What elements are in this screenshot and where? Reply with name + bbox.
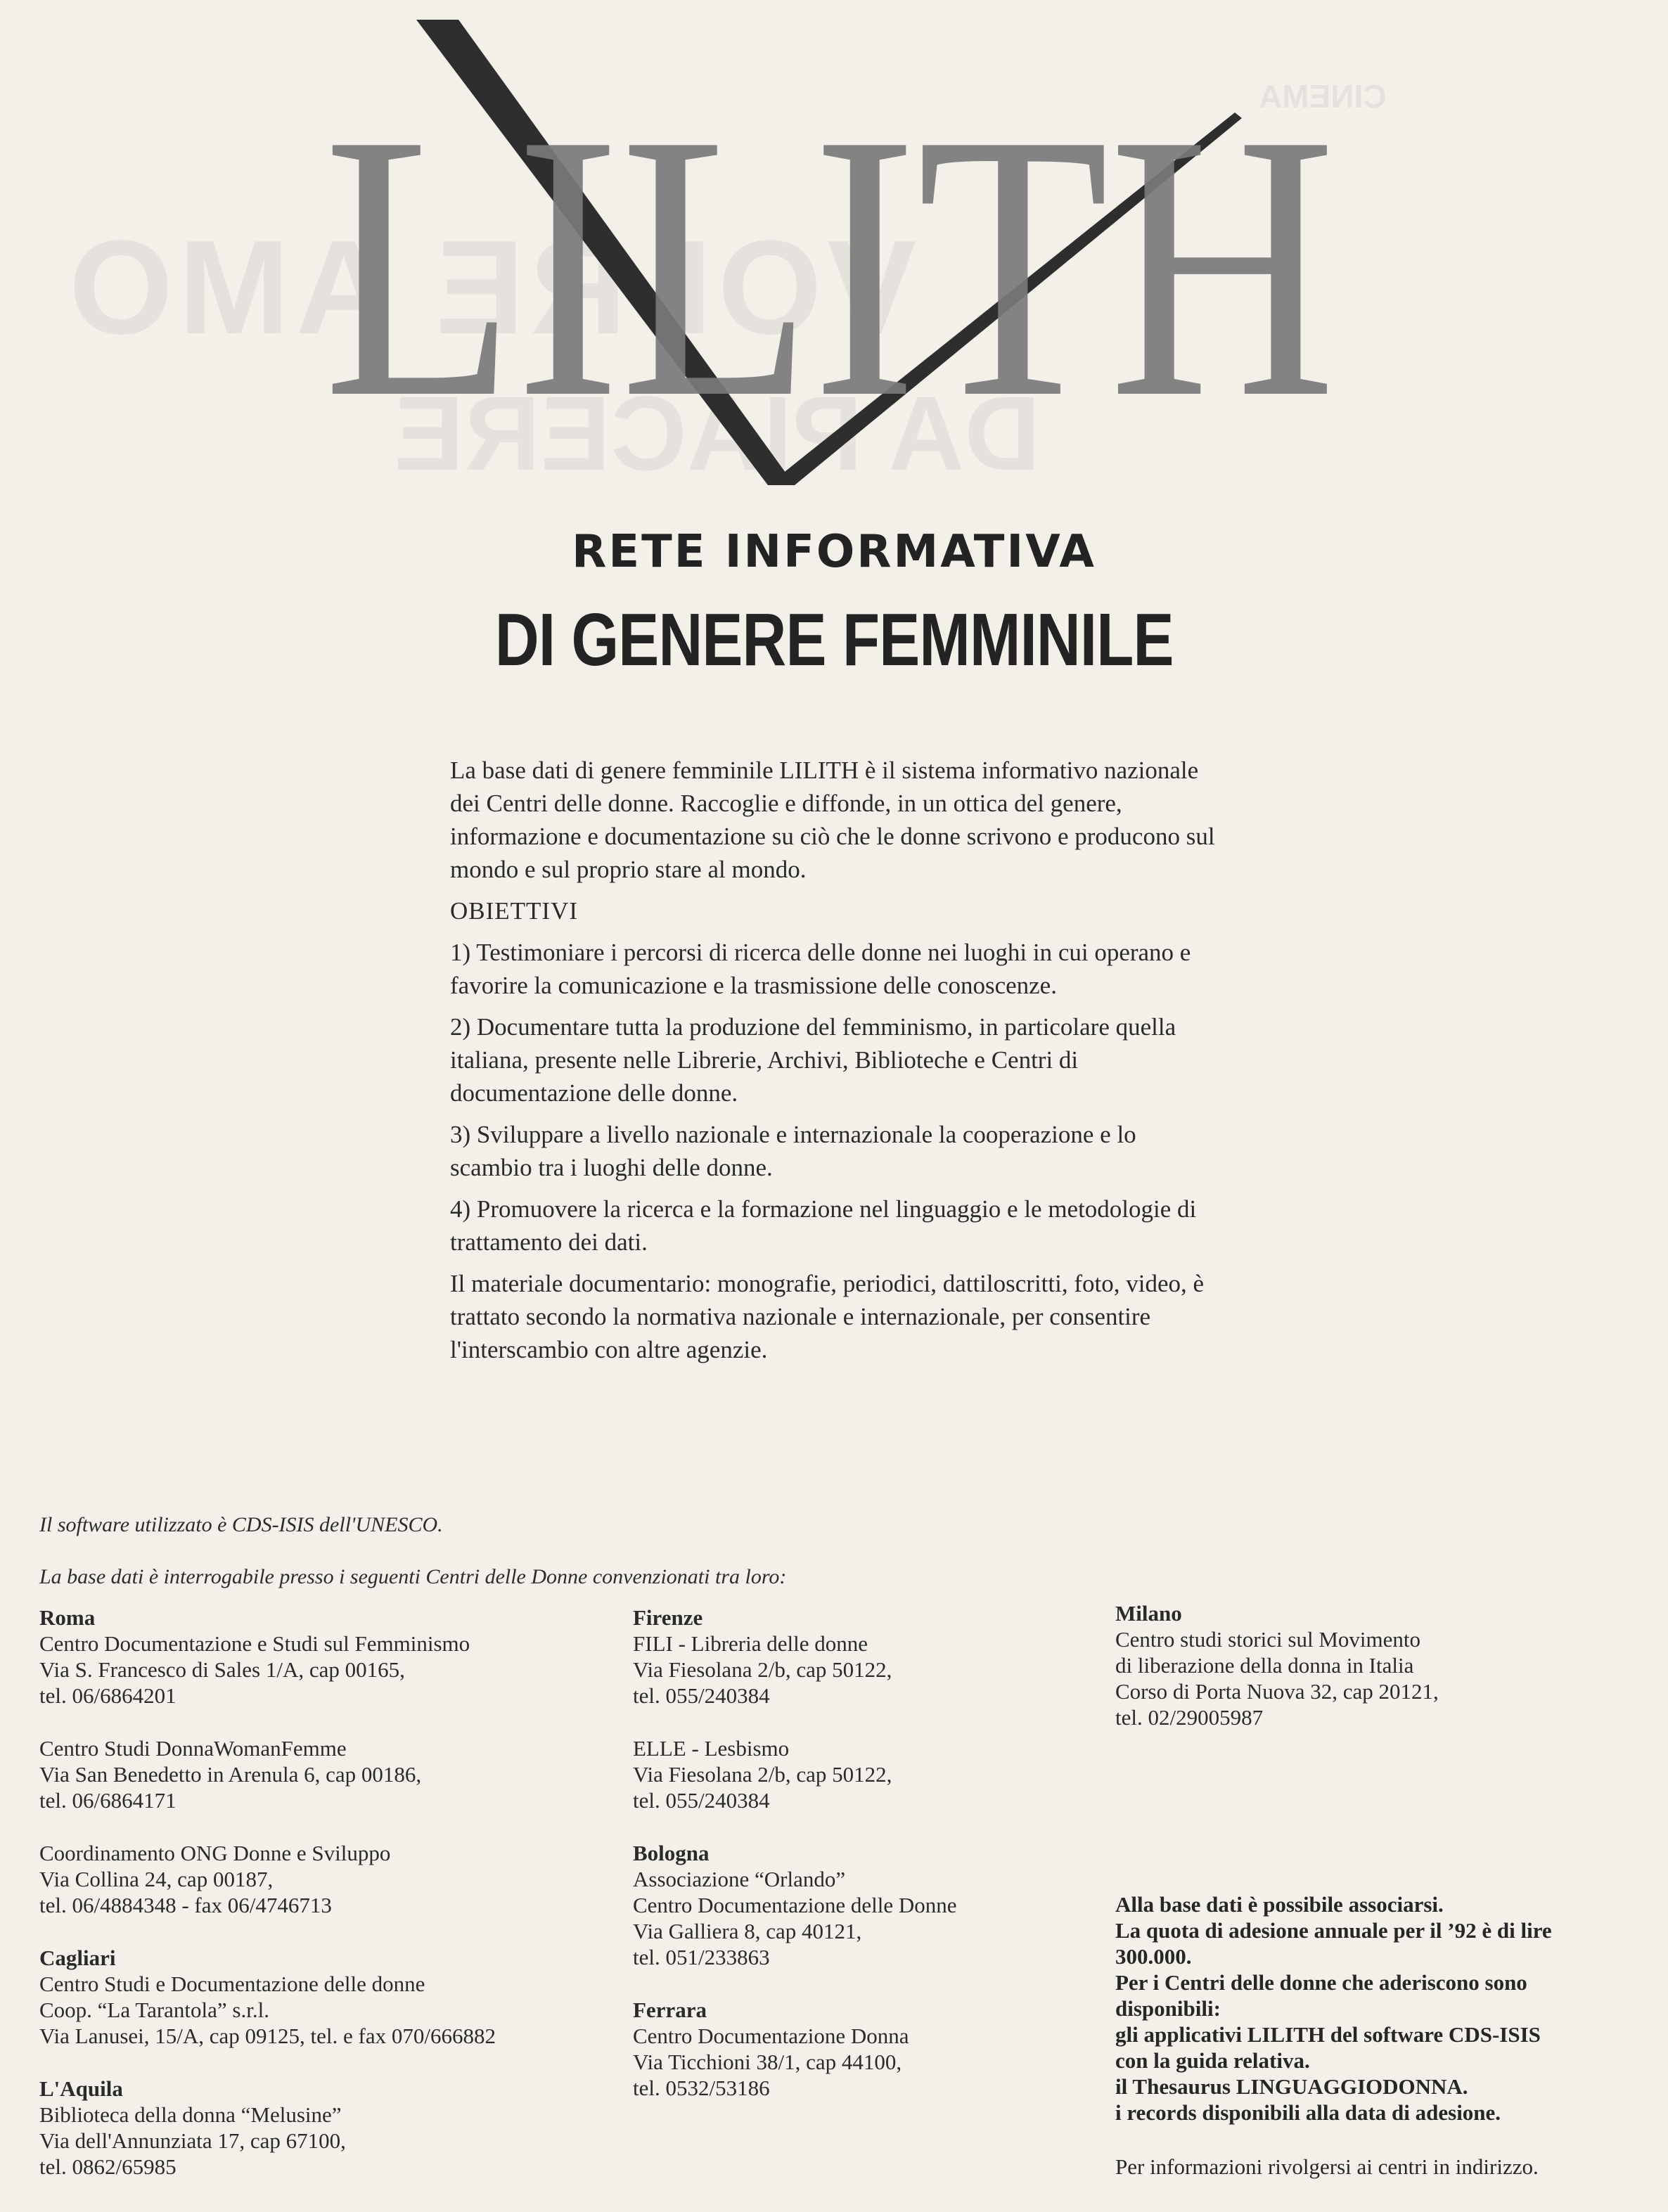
center-line: FILI - Libreria delle donne xyxy=(633,1631,868,1656)
center-line: Corso di Porta Nuova 32, cap 20121, xyxy=(1115,1679,1439,1704)
center-line: Centro Documentazione delle Donne xyxy=(633,1893,957,1917)
center-line: Centro Documentazione e Studi sul Femminismo xyxy=(39,1631,470,1656)
center-line: Via San Benedetto in Arenula 6, cap 00186, xyxy=(39,1762,422,1787)
center-line: Centro Documentazione Donna xyxy=(633,2024,909,2048)
intro-paragraph: La base dati di genere femminile LILITH è il sistema informativo nazionale dei Centri delle donne. Raccoglie e diffonde, in un ottica del genere, informazione e documentazione su ciò che le donne scrivono e producono sul mondo e sul proprio stare al mondo. xyxy=(450,757,1215,883)
membership-line: il Thesaurus LINGUAGGIODONNA. xyxy=(1115,2074,1468,2099)
center-line: Biblioteca della donna “Melusine” xyxy=(39,2102,342,2127)
center-line: tel. 02/29005987 xyxy=(1115,1705,1264,1730)
center-line: Via dell'Annunziata 17, cap 67100, xyxy=(39,2128,346,2153)
centers-intro: La base dati è interrogabile presso i seguenti Centri delle Donne convenzionati tra loro: xyxy=(39,1565,787,1588)
centers-column-1 xyxy=(39,1605,588,2206)
material-paragraph: Il materiale documentario: monografie, periodici, dattiloscritti, foto, video, è trattato secondo la normativa nazionale e internazionale, per consentire l'interscambio con altre agenzie. xyxy=(450,1270,1205,1363)
center-entry xyxy=(633,1735,1083,1813)
city-name: Milano xyxy=(1115,1601,1182,1626)
center-line: Via S. Francesco di Sales 1/A, cap 00165, xyxy=(39,1657,405,1682)
objective-item: 3) Sviluppare a livello nazionale e internazionale la cooperazione e lo scambio tra i luoghi delle donne. xyxy=(450,1121,1136,1181)
objective-item: 4) Promuovere la ricerca e la formazione nel linguaggio e le metodologie di trattamento dei dati. xyxy=(450,1195,1197,1256)
bleed-through-mark: CINEMA xyxy=(1259,78,1387,115)
lilith-logo xyxy=(295,0,1364,506)
center-line: tel. 06/6864201 xyxy=(39,1683,177,1708)
center-entry xyxy=(39,1840,588,1918)
centers-column-3 xyxy=(1115,1600,1622,1757)
city-name: L'Aquila xyxy=(39,2076,123,2101)
center-line: tel. 0532/53186 xyxy=(633,2076,770,2100)
city-name: Roma xyxy=(39,1605,96,1630)
center-line: Coordinamento ONG Donne e Sviluppo xyxy=(39,1841,391,1865)
body-text xyxy=(450,754,1224,1375)
center-line: Centro studi storici sul Movimento xyxy=(1115,1627,1420,1652)
membership-line: disponibili: xyxy=(1115,1996,1221,2021)
center-line: di liberazione della donna in Italia xyxy=(1115,1653,1414,1678)
bleed-through-mark: VOI RE AMO xyxy=(63,213,917,362)
info-line: Per informazioni rivolgersi ai centri in indirizzo. xyxy=(1115,2154,1539,2179)
subtitle-genere-femminile xyxy=(0,598,1668,683)
membership-line: con la guida relativa. xyxy=(1115,2048,1310,2073)
center-line: Via Galliera 8, cap 40121, xyxy=(633,1919,862,1943)
center-line: Centro Studi e Documentazione delle donne xyxy=(39,1972,425,1996)
center-entry xyxy=(633,1840,1083,1970)
center-entry xyxy=(39,1605,588,1709)
center-entry xyxy=(633,1605,1083,1709)
objectives-heading: OBIETTIVI xyxy=(450,897,579,925)
center-line: Via Lanusei, 15/A, cap 09125, tel. e fax 070/666882 xyxy=(39,2024,496,2048)
membership-note xyxy=(1115,1891,1650,2180)
center-line: Centro Studi DonnaWomanFemme xyxy=(39,1736,347,1761)
city-name: Ferrara xyxy=(633,1998,707,2022)
city-name: Cagliari xyxy=(39,1946,116,1970)
center-line: tel. 06/6864171 xyxy=(39,1788,177,1813)
center-entry xyxy=(633,1997,1083,2101)
objective-item: 2) Documentare tutta la produzione del femminismo, in particolare quella italiana, presente nelle Librerie, Archivi, Biblioteche e Centri di documentazione delle donne. xyxy=(450,1013,1176,1107)
center-line: Via Fiesolana 2/b, cap 50122, xyxy=(633,1762,892,1787)
membership-line: Alla base dati è possibile associarsi. xyxy=(1115,1892,1444,1917)
center-line: Via Collina 24, cap 00187, xyxy=(39,1867,274,1891)
center-line: Via Fiesolana 2/b, cap 50122, xyxy=(633,1657,892,1682)
membership-line: 300.000. xyxy=(1115,1944,1192,1969)
center-line: tel. 055/240384 xyxy=(633,1683,770,1708)
center-line: tel. 06/4884348 - fax 06/4746713 xyxy=(39,1893,332,1917)
subtitle-rete-informativa: RETE INFORMATIVA xyxy=(572,526,1096,578)
center-line: ELLE - Lesbismo xyxy=(633,1736,790,1761)
center-entry xyxy=(39,1735,588,1813)
center-line: Associazione “Orlando” xyxy=(633,1867,846,1891)
objective-item: 1) Testimoniare i percorsi di ricerca delle donne nei luoghi in cui operano e favorire la comunicazione e la trasmissione delle conoscenze. xyxy=(450,939,1191,999)
center-entry xyxy=(1115,1600,1622,1730)
city-name: Bologna xyxy=(633,1841,710,1865)
center-line: tel. 0862/65985 xyxy=(39,2154,177,2179)
center-line: tel. 051/233863 xyxy=(633,1945,770,1969)
centers-column-2 xyxy=(633,1605,1083,2128)
membership-line: i records disponibili alla data di adesione. xyxy=(1115,2100,1501,2125)
membership-line: La quota di adesione annuale per il ’92 è di lire xyxy=(1115,1918,1552,1943)
membership-line: gli applicativi LILITH del software CDS-ISIS xyxy=(1115,2022,1541,2047)
logo-wordmark: LILITH xyxy=(323,56,1336,476)
center-entry xyxy=(39,1945,588,2049)
bleed-through-mark: DA PIACERE xyxy=(394,374,1041,492)
center-line: tel. 055/240384 xyxy=(633,1788,770,1813)
center-entry xyxy=(39,2076,588,2180)
center-line: Coop. “La Tarantola” s.r.l. xyxy=(39,1998,269,2022)
center-line: Via Ticchioni 38/1, cap 44100, xyxy=(633,2050,902,2074)
software-note: Il software utilizzato è CDS-ISIS dell'UNESCO. xyxy=(39,1513,443,1536)
subtitle-genere-femminile-text: DI GENERE FEMMINILE xyxy=(494,598,1174,681)
city-name: Firenze xyxy=(633,1605,703,1630)
membership-line: Per i Centri delle donne che aderiscono sono xyxy=(1115,1970,1527,1995)
